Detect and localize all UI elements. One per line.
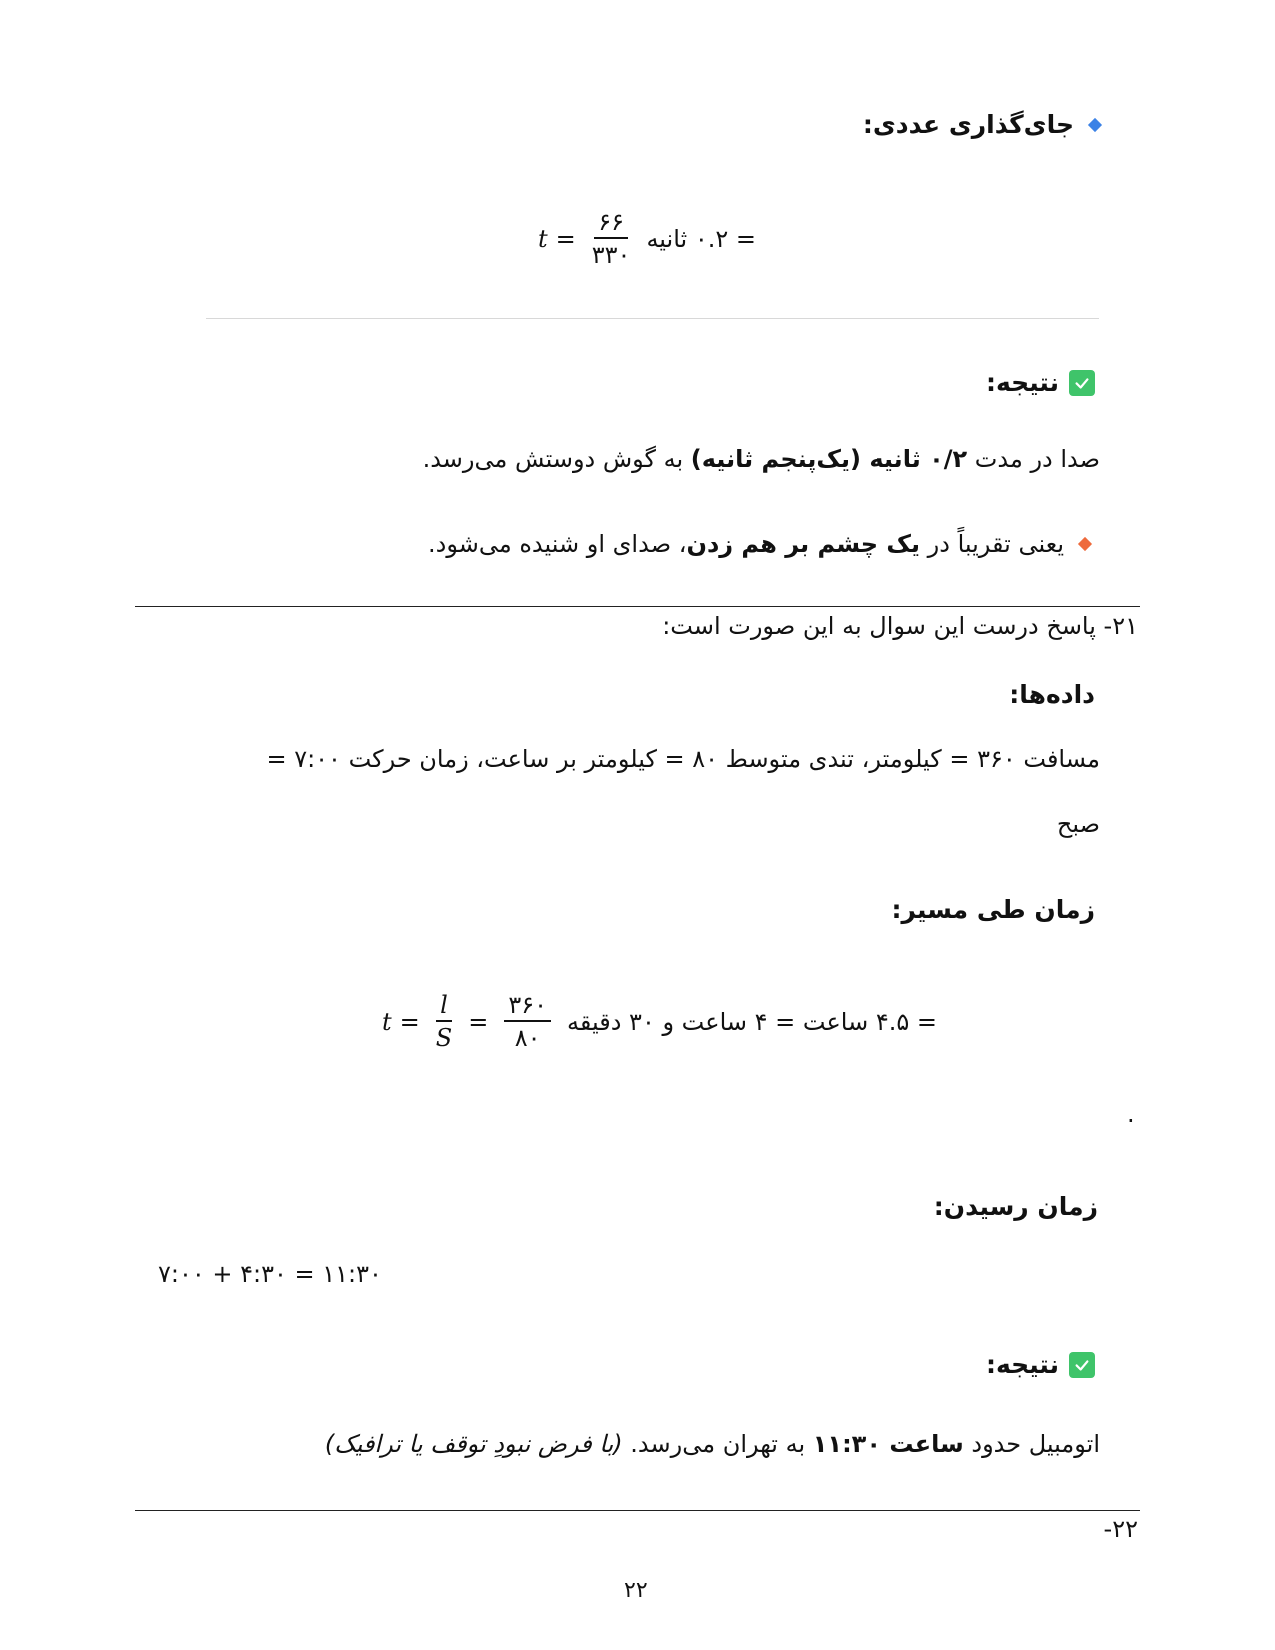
- arrival-time-heading: زمان رسیدن:: [933, 1192, 1098, 1221]
- fraction: [592, 210, 631, 267]
- result-heading-b: [986, 1350, 1095, 1379]
- question-21-intro: ۲۱- پاسخ درست این سوال به این صورت است:: [662, 612, 1138, 640]
- text-bold: یک چشم بر هم زدن: [686, 530, 921, 558]
- text-part: ، صدای او شنیده می‌شود.: [428, 530, 687, 558]
- fraction-denominator: ۸۰: [514, 1024, 541, 1052]
- data-line-1: مسافت ۳۶۰ = کیلومتر، تندی متوسط ۸۰ = کیلومتر بر ساعت، زمان حرکت ۷:۰۰ =: [266, 745, 1100, 773]
- eq-result: = ۰.۲ ثانیه: [646, 224, 757, 253]
- text-bold: ساعت ۱۱:۳۰: [812, 1430, 964, 1458]
- result-text-a: [423, 445, 1100, 473]
- green-check-icon: [1069, 1352, 1095, 1378]
- fraction-numerator: ۶۶: [594, 210, 628, 239]
- numeric-substitution-heading: [863, 110, 1100, 139]
- text-part: یعنی تقریباً در: [920, 530, 1064, 558]
- text-bold: ۰/۲ ثانیه (یک‌پنجم ثانیه): [690, 445, 968, 473]
- data-line-2: صبح: [1056, 810, 1100, 838]
- eq-equals: =: [468, 1007, 489, 1036]
- page-number: ۲۲: [624, 1578, 648, 1603]
- text-part: به گوش دوستش می‌رسد.: [422, 445, 691, 473]
- fraction-values: [504, 993, 551, 1050]
- eq-lhs: t: [382, 1007, 392, 1036]
- text-part: اتومبیل حدود: [963, 1430, 1100, 1458]
- stray-dot: .: [1127, 1100, 1135, 1128]
- fraction-numerator: ۳۶۰: [504, 993, 551, 1022]
- result-heading-text: نتیجه:: [986, 1350, 1059, 1379]
- green-check-icon: [1069, 370, 1095, 396]
- bullet-text: [428, 530, 1064, 558]
- equation-sound-time: [538, 210, 756, 267]
- fraction-l-over-s: [436, 993, 452, 1050]
- blue-diamond-icon: [1088, 117, 1102, 131]
- data-heading: داده‌ها:: [1009, 680, 1095, 709]
- bullet-item: [428, 530, 1090, 558]
- orange-diamond-icon: [1078, 537, 1092, 551]
- result-text-b: [325, 1430, 1100, 1458]
- section-divider: [206, 318, 1099, 319]
- travel-time-heading: زمان طی مسیر:: [891, 895, 1095, 924]
- heading-text: جای‌گذاری عددی:: [862, 110, 1074, 139]
- eq-result: = ۴.۵ ساعت = ۴ ساعت و ۳۰ دقیقه: [567, 1007, 937, 1036]
- text-italic: (با فرض نبودِ توقف یا ترافیک): [324, 1430, 623, 1458]
- question-22-intro: ۲۲-: [1103, 1515, 1138, 1543]
- eq-equals: =: [399, 1007, 420, 1036]
- eq-equals: =: [555, 224, 576, 253]
- result-heading-text: نتیجه:: [986, 368, 1059, 397]
- text-part: به تهران می‌رسد.: [622, 1430, 813, 1458]
- question-separator: [135, 606, 1140, 607]
- fraction-denominator: S: [435, 1024, 453, 1052]
- text-part: صدا در مدت: [967, 445, 1100, 473]
- eq-lhs: t: [538, 224, 548, 253]
- equation-travel-time: [382, 993, 937, 1050]
- fraction-numerator: l: [436, 993, 452, 1022]
- fraction-denominator: ۳۳۰: [591, 241, 631, 269]
- question-separator: [135, 1510, 1140, 1511]
- arrival-equation: ۷:۰۰ + ۴:۳۰ = ۱۱:۳۰: [158, 1260, 382, 1288]
- result-heading-a: [986, 368, 1095, 397]
